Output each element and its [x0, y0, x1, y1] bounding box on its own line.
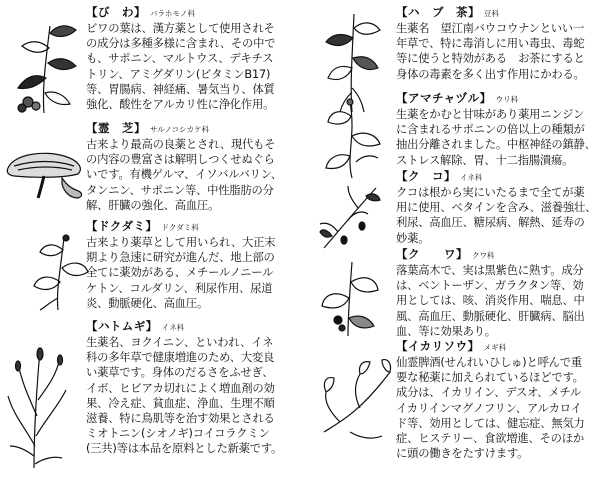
entry-title: 【び わ】 バラホモノ科 [86, 5, 195, 19]
entry-line: トリン、アミグダリン(ビタミンB17) [86, 67, 271, 81]
entry-line: 利尿、高血圧、糖尿病、解熱、延寿の [396, 216, 585, 230]
kuwa-plant-illustration [318, 258, 380, 338]
entry-kuwa [396, 248, 585, 339]
entry-line: 風、高血圧、動脈硬化、肝臓病、脳出 [396, 309, 585, 323]
entry-line: クコは根から実にいたるまで全てが薬 [396, 186, 585, 199]
entry-line: い薬草です。身体のだるさをふせぎ、 [86, 366, 274, 380]
entry-line: ド等、効用としては、健忘症、無気力 [396, 416, 585, 430]
entry-family: クワ科 [472, 251, 495, 260]
entry-line: 生薬名、ヨクイニン、といわれ、イネ [86, 336, 274, 349]
dokudami-plant-illustration [30, 232, 90, 312]
entry-line: 科の多年草で健康増進のため、大変良 [86, 351, 275, 365]
entry-body [396, 355, 585, 461]
entry-title: 【ク コ】 イネ科 [396, 169, 483, 183]
entry-hatomugi [86, 320, 282, 457]
entry-family: イネ科 [460, 173, 483, 182]
entry-line: ビワの葉は、漢方薬として使用されそ [86, 22, 275, 35]
entry-body [396, 21, 585, 82]
entry-ikarisou [396, 340, 585, 461]
ikarisou-plant-illustration [320, 352, 396, 442]
entry-line: 古来より最高の良薬とされ、現代もそ [86, 138, 276, 151]
entry-amachazuru [396, 92, 596, 168]
entry-line: は、ベントーザン、ガラクタン等、効 [396, 279, 584, 293]
entry-line: 古来より薬草として用いられ、大正末 [86, 236, 276, 249]
entry-line: 年草で、特に毒消しに用い毒虫、毒蛇 [396, 37, 585, 51]
entry-line: イボ、ヒビアカ切れによく増血剤の効 [86, 381, 275, 395]
entry-line: ミオトニン(シオノギ)コイコラクミン [86, 427, 270, 441]
entry-line: 生薬名 望江南バウコウナンといい一 [396, 22, 585, 35]
entry-title: 【ク ワ】 クワ科 [396, 247, 495, 261]
entry-line: 抽出分離されました。中枢神経の鎮静、 [396, 138, 596, 152]
entry-line: も、サポニン、マルトウス、デキチス [86, 52, 274, 66]
entry-line: 全てに薬効がある、メチールノニール [86, 266, 274, 280]
entry-title: 【ドクダミ】 ドクダミ科 [86, 219, 199, 233]
entry-line: 用に使用、ベタインを含み、滋養強壮、 [396, 201, 597, 215]
entry-family: ドクダミ科 [161, 223, 199, 232]
entry-line: いです。有機ゲルマ、イソバルバリン、 [86, 168, 283, 182]
entry-habucha [396, 6, 585, 82]
entry-line: 炎、動脈硬化、高血圧。 [86, 296, 209, 310]
entry-title: 【ハ ブ 茶】 豆科 [396, 5, 499, 19]
entry-line: 症、ヒステリー、食欲増進、そのほか [396, 432, 584, 446]
entry-line: 血、等に効果あり。 [396, 324, 496, 338]
entry-body [86, 137, 282, 213]
entry-line: の成分は多種多様に含まれ、その中で [86, 37, 276, 51]
entry-body [396, 185, 596, 246]
loquat-plant-illustration [6, 18, 82, 114]
entry-family: 豆科 [484, 9, 499, 18]
entry-line: 等に使うと特効がある お茶にすると [396, 52, 585, 66]
entry-title: 【イカリソウ】 メギ科 [396, 339, 507, 353]
entry-line: 用としては、咳、消炎作用、喘息、中 [396, 294, 585, 308]
entry-line: ケトン、コルダリン、利尿作用、尿道 [86, 281, 273, 295]
entry-reishi [86, 122, 282, 213]
entry-line: 妙薬。 [396, 231, 430, 245]
entry-line: 強化、酸性をアルカリ性に浄化作用。 [86, 98, 275, 112]
entry-kuko [396, 170, 596, 246]
entry-family: サルノコシカケ科 [150, 125, 209, 134]
entry-line: (三共)等は本品を原料とした新薬です。 [86, 442, 283, 456]
entry-line: 滋養、特に鳥肌等を治す効果とされる [86, 412, 275, 426]
entry-line: 要な秘薬に加えられているほどです。 [396, 371, 584, 385]
entry-line: 期より急速に研究が進んだ、地上部の [86, 251, 275, 265]
entry-line: 生薬をかむと甘味があり薬用ニンジン [396, 108, 585, 121]
amachazuru-plant-illustration [322, 96, 384, 180]
entry-title: 【ハトムギ】 イネ科 [86, 319, 185, 333]
entry-line: に含まれるサポニンの倍以上の種類が [396, 123, 585, 137]
entry-line: 仙霊脾酒(せんれいひしゅ)と呼んで重 [396, 356, 582, 369]
entry-family: メギ科 [483, 343, 507, 352]
entry-line: 解、肝臓の強化、高血圧。 [86, 198, 220, 212]
entry-body [396, 107, 596, 168]
entry-line: 等、胃腸病、神経痛、暑気当り、体質 [86, 82, 275, 96]
entry-line: イカリインマグノフリン、アルカロイ [396, 401, 582, 415]
entry-line: 落葉高木で、実は黒紫色に熟す。成分 [396, 264, 584, 277]
entry-body [86, 21, 275, 112]
entry-dokudami [86, 220, 275, 311]
entry-body [396, 263, 585, 339]
entry-line: タンニン、サポニン等、中性脂肪の分 [86, 183, 274, 197]
entry-line: 果、冷え症、貧血症、浄血、生理不順 [86, 396, 275, 410]
hatomugi-plant-illustration [4, 346, 68, 470]
entry-biwa [86, 6, 275, 112]
entry-body [86, 335, 282, 457]
entry-family: バラホモノ科 [150, 9, 195, 18]
entry-line: 身体の毒素を多く出す作用にかわる。 [396, 67, 585, 81]
kuko-plant-illustration [318, 182, 382, 252]
entry-line: 成分は、イカリイン、デスオ、メチル [396, 386, 582, 400]
entry-title: 【アマチャヅル】 ウリ科 [396, 91, 519, 105]
entry-line: の内容の豊富さは解明しつくせぬぐら [86, 153, 275, 167]
reishi-mushroom-illustration [4, 148, 86, 200]
entry-family: イネ科 [161, 323, 185, 332]
entry-title: 【霊 芝】 サルノコシカケ科 [86, 121, 209, 135]
entry-line: ストレス解除、胃、十二指腸潰瘍。 [396, 153, 574, 167]
entry-body [86, 235, 275, 311]
entry-line: に頭の働きをたすけます。 [396, 447, 529, 461]
entry-family: ウリ科 [495, 95, 519, 104]
